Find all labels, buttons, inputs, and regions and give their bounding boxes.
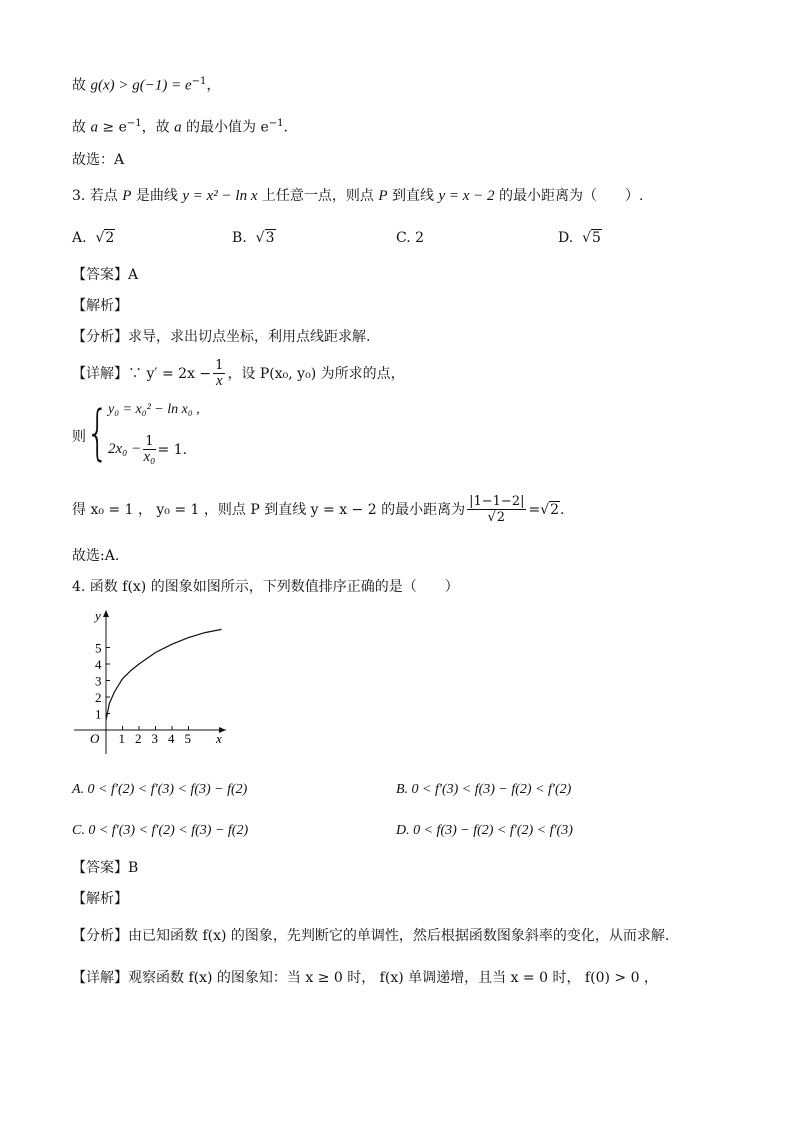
question-3-stem: 3. 若点 P 是曲线 y = x² − ln x 上任意一点，则点 P 到直线 y = x − 2 的最小距离为（ ）.	[72, 188, 644, 204]
q4-answer: 【答案】B	[72, 860, 139, 876]
q3-selection: 故选:A.	[72, 548, 120, 564]
q3-option-d: D. √5	[558, 230, 601, 246]
selection-answer-2: 故选：A	[72, 152, 125, 168]
x-tick-label: 3	[151, 731, 158, 746]
x-axis-label: x	[216, 731, 222, 746]
x-tick-label: 1	[118, 731, 125, 746]
y-tick-label: 3	[95, 673, 102, 689]
q4-jiexi-heading: 【解析】	[72, 891, 128, 907]
derivation-line-2: 故 $a \ge e^{-1}$，故 a 的最小值为 $e^{-1}$.	[72, 118, 288, 136]
y-axis-label: y	[95, 608, 101, 623]
q3-option-b: B. √3	[232, 230, 275, 246]
q3-jiexi-heading: 【解析】	[72, 298, 128, 314]
q3-analysis: 【分析】求导，求出切点坐标，利用点线距求解.	[72, 329, 371, 345]
left-brace-icon: {	[86, 398, 109, 468]
q3-option-a: A. √2	[72, 230, 115, 246]
q3-option-c: C. 2	[396, 230, 425, 246]
y-tick-label: 2	[95, 690, 102, 705]
origin-label: O	[90, 731, 100, 746]
q4-option-c: C. 0 < f′(3) < f′(2) < f(3) − f(2)	[72, 823, 249, 838]
function-graph	[70, 604, 240, 764]
q3-equation-system: 则 { y₀ = x₀² − ln x₀ , 2x₀ − $\frac{1}{\text{x₀}}$ = 1.	[72, 398, 200, 468]
q4-detail: 【详解】观察函数 f(x) 的图象知：当 x ≥ 0 时， f(x) 单调递增，且当 x = 0 时， f(0) > 0 ，	[72, 970, 658, 986]
q4-option-d: D. 0 < f(3) − f(2) < f′(2) < f′(3)	[396, 823, 573, 838]
q3-detail: 【详解】∵ y′ = 2x − $\frac{1}{x}$ ，设 P(x₀, y₀) 为所求的点，	[72, 358, 405, 389]
y-tick-label: 4	[95, 657, 102, 672]
function-curve	[106, 629, 222, 720]
q4-option-a: A. 0 < f′(2) < f′(3) < f(3) − f(2)	[72, 782, 248, 797]
x-tick-label: 4	[168, 731, 175, 746]
question-4-stem: 4. 函数 f(x) 的图象如图所示，下列数值排序正确的是（ ）	[72, 579, 459, 595]
q4-analysis: 【分析】由已知函数 f(x) 的图象，先判断它的单调性，然后根据函数图象斜率的变化，从而求解.	[72, 928, 670, 944]
q3-answer: 【答案】A	[72, 267, 139, 283]
y-axis-arrow-icon	[103, 610, 109, 617]
q4-option-b: B. 0 < f′(3) < f(3) − f(2) < f′(2)	[396, 782, 572, 797]
derivation-line-1: 故 $g(x) > g(-1) = e^{-1}$，	[72, 76, 221, 94]
y-tick-label: 1	[95, 706, 102, 722]
x-tick-label: 2	[135, 731, 142, 746]
q3-result: 得 x₀ = 1 ， y₀ = 1 ，则点 P 到直线 y = x − 2 的最小距离为 $\frac{|1-1-2|}{√2}$ = √2 .	[72, 494, 565, 525]
y-tick-label: 5	[95, 640, 102, 656]
x-tick-label: 5	[184, 731, 191, 746]
